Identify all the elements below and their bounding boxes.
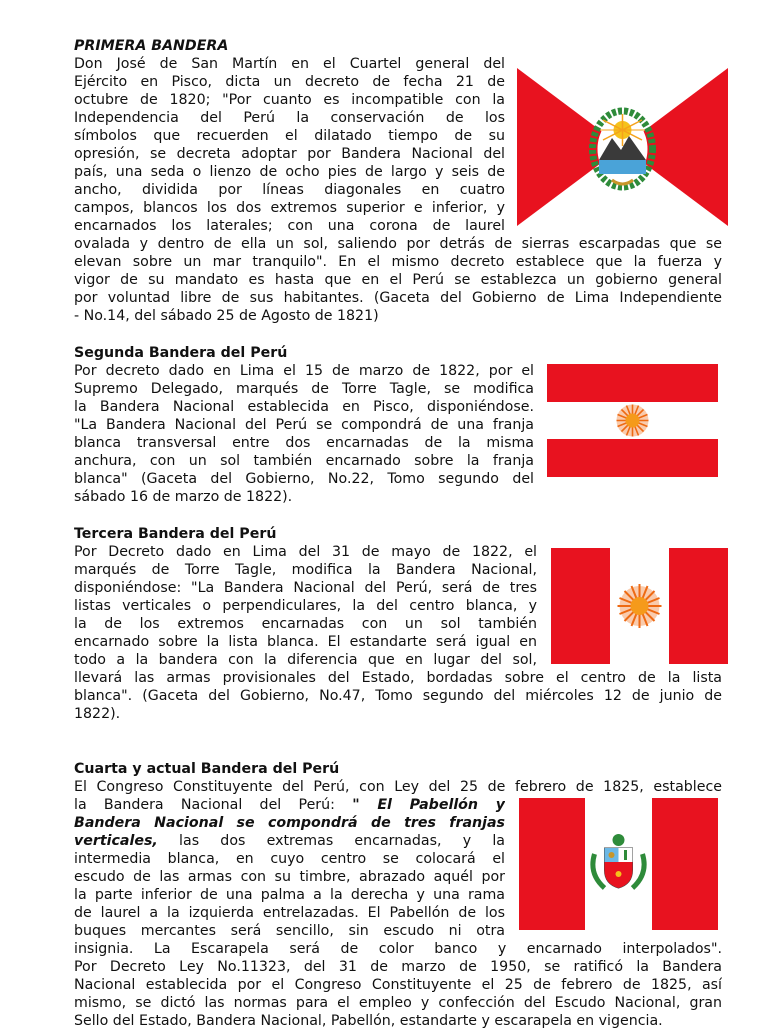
text-line: la de los extremos encarnadas con un sol también [74,616,537,632]
text-line: insignia. La Escarapela será de color banco y encarnado interpolados". [74,941,722,957]
text-line: buques mercantes será sencillo, sin escudo ni otra [74,923,505,939]
text-line: de laurel a la izquierda entrelazadas. El Pabellón de los [74,905,505,921]
text-line: "La Bandera Nacional del Perú se compondrá de una franja [74,417,534,433]
text-line: encarnados los laterales; con una corona de laurel [74,218,505,234]
segunda-bandera-flag-image [547,364,718,477]
text-line: encarnado sobre la lista blanca. El estandarte será igual en [74,634,537,650]
text-line: elevan sobre un mar tranquilo". En el mismo decreto establece que la fuerza y [74,254,722,270]
text-line: símbolos que recuerden el dilatado tiempo de su [74,128,505,144]
text-line: intermedia blanca, en cuyo centro se colocará el [74,851,505,867]
text-line: disponiéndose: "La Bandera Nacional del Perú, será de tres [74,580,537,596]
text-line: Por decreto dado en Lima el 15 de marzo de 1822, por el [74,363,534,379]
text-line: - No.14, del sábado 25 de Agosto de 1821) [74,308,379,324]
text-line: escudo de las armas con su timbre, abrazado aquél por [74,869,505,885]
text-line: ancho, dividida por líneas diagonales en cuatro [74,182,505,198]
text-line: la Bandera Nacional establecida en Pisco, disponiéndose. [74,399,534,415]
text-line: marqués de Torre Tagle, modifica la Bandera Nacional, [74,562,537,578]
text-line: blanca" (Gaceta del Gobierno, No.22, Tomo segundo del [74,471,534,487]
text-line: Don José de San Martín en el Cuartel general del [74,56,505,72]
text-line: blanca transversal entre dos encarnadas de la misma [74,435,534,451]
bold-italic-quote: " El Pabellón y [352,797,505,813]
text-line: todo a la bandera con la diferencia que en lugar del sol, [74,652,537,668]
text-line: ovalada y dentro de ella un sol, saliendo por detrás de sierras escarpadas que se [74,236,722,252]
section-heading-primera: PRIMERA BANDERA [74,38,229,54]
cuarta-bandera-flag-image [519,798,718,930]
section-heading-tercera: Tercera Bandera del Perú [74,526,277,542]
text-line: 1822). [74,706,121,722]
text-line: Supremo Delegado, marqués de Torre Tagle, se modifica [74,381,534,397]
text-line: país, una seda o lienzo de ocho pies de largo y seis de [74,164,505,180]
section-heading-cuarta: Cuarta y actual Bandera del Perú [74,761,340,777]
text-line: Independencia del Perú la conservación de los [74,110,505,126]
bold-italic-quote: Bandera Nacional se compondrá de tres franjas [74,815,505,831]
text-line: blanca". (Gaceta del Gobierno, No.47, Tomo segundo del miércoles 12 de junio de [74,688,722,704]
sun-icon [617,405,649,437]
text-line [74,832,505,850]
text-line: sábado 16 de marzo de 1822). [74,489,293,505]
text-line: listas verticales o perpendiculares, la del centro blanca, y [74,598,537,614]
text-line: la parte inferior de una palma a la derecha y una rama [74,887,505,903]
text-line: Sello del Estado, Bandera Nacional, Pabellón, estandarte y escarapela en vigencia. [74,1013,663,1029]
text-line: Por Decreto Ley No.11323, del 31 de marzo de 1950, se ratificó la Bandera [74,959,722,975]
text-line: Nacional establecida por el Congreso Constituyente el 25 de febrero de 1825, así [74,977,722,993]
section-heading-segunda: Segunda Bandera del Perú [74,345,288,361]
text-line: por voluntad libre de sus habitantes. (Gaceta del Gobierno de Lima Independiente [74,290,722,306]
text-line: campos, blancos los dos extremos superior e inferior, y [74,200,505,216]
text-line [74,796,505,814]
text-line: llevará las armas provisionales del Estado, bordadas sobre el centro de la lista [74,670,722,686]
text-line: vigor de su mandato es hasta que en el Perú se establezca un gobierno general [74,272,722,288]
bold-italic-quote: verticales, [74,833,158,849]
text-line: octubre de 1820; "Por cuanto es incompatible con la [74,92,505,108]
text-line: anchura, con un sol también encarnado sobre la franja [74,453,534,469]
text-fragment: la Bandera Nacional del Perú: [74,797,353,813]
text-fragment: las dos extremas encarnadas, y la [157,833,505,849]
text-line [74,814,505,832]
text-line: Ejército en Pisco, dicta un decreto de fecha 21 de [74,74,505,90]
tercera-bandera-flag-image [551,548,728,664]
text-line: Por Decreto dado en Lima del 31 de mayo de 1822, el [74,544,537,560]
text-line: mismo, se dictó las normas para el empleo y confección del Escudo Nacional, gran [74,995,722,1011]
text-line: opresión, se decreta adoptar por Bandera Nacional del [74,146,505,162]
text-line: El Congreso Constituyente del Perú, con Ley del 25 de febrero de 1825, establece [74,779,722,795]
primera-bandera-flag-image [517,68,728,226]
